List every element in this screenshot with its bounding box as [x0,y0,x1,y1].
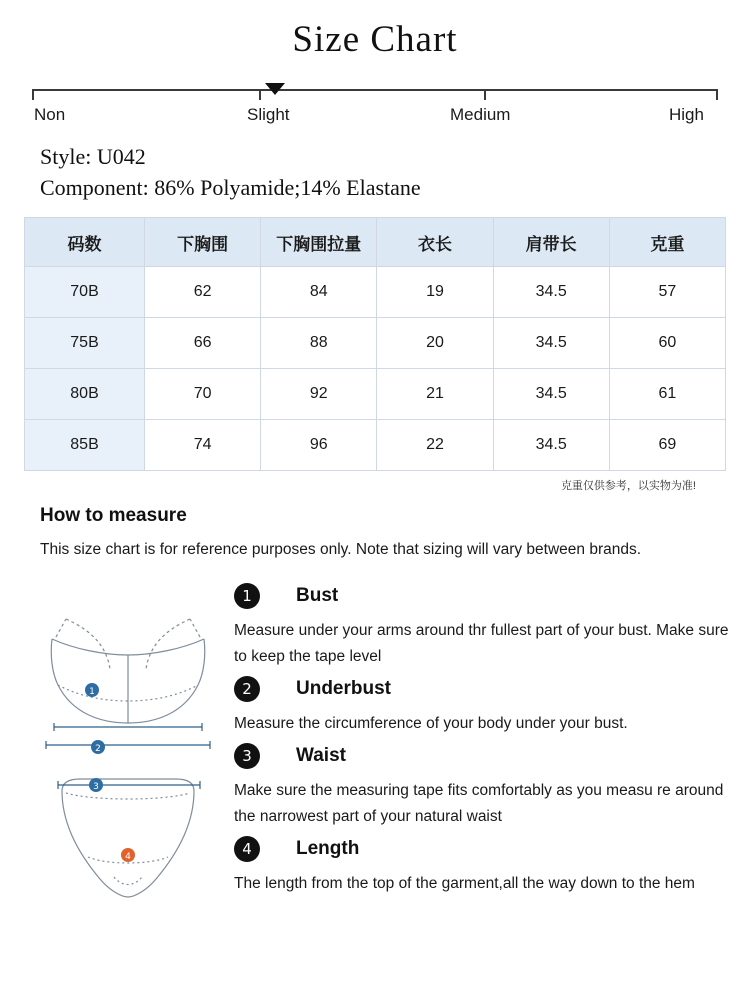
step-number-badge: 4 [234,836,260,862]
page-title: Size Chart [292,19,458,60]
cell-size: 75B [25,318,145,369]
col-header-length: 衣长 [377,218,493,267]
cell-strap-length: 34.5 [493,420,609,471]
step-title: Waist [296,745,346,766]
scale-line [32,89,718,91]
cell-length: 21 [377,369,493,420]
cell-size: 80B [25,369,145,420]
size-table [24,217,726,471]
table-row [25,267,726,318]
cell-underbust: 62 [145,267,261,318]
svg-text:4: 4 [125,852,131,862]
size-table-wrapper [24,217,726,493]
measure-step-length [234,836,732,897]
cell-weight: 57 [609,267,725,318]
product-meta [40,141,750,203]
cell-size: 70B [25,267,145,318]
scale-label-high: High [669,105,704,124]
step-title: Length [296,838,360,859]
step-text: The length from the top of the garment,all the way down to the hem [234,875,695,892]
stretch-scale [32,77,718,135]
step-number-badge: 2 [234,676,260,702]
cell-length: 19 [377,267,493,318]
table-row [25,318,726,369]
bra-diagram [46,619,210,749]
measure-steps [230,577,750,922]
cell-underbust: 70 [145,369,261,420]
garment-diagrams [28,577,228,917]
scale-tick-2 [259,89,261,100]
table-footnote: 克重仅供参考，以实物为准! [560,480,696,492]
table-row [25,420,726,471]
component-line: Component: 86% Polyamide;14% Elastane [40,175,421,200]
cell-weight: 60 [609,318,725,369]
step-text: Measure the circumference of your body under your bust. [234,715,628,732]
measure-step-underbust [234,676,732,737]
scale-marker-arrow-icon [265,83,285,95]
col-header-size: 码数 [25,218,145,267]
cell-underbust-stretch: 84 [261,267,377,318]
style-line: Style: U042 [40,144,146,169]
col-header-underbust-stretch: 下胸围拉量 [261,218,377,267]
table-row [25,369,726,420]
scale-tick-3 [484,89,486,100]
svg-text:1: 1 [89,687,95,697]
cell-underbust-stretch: 92 [261,369,377,420]
cell-underbust-stretch: 96 [261,420,377,471]
cell-weight: 61 [609,369,725,420]
scale-label-slight: Slight [247,105,290,124]
step-number-badge: 1 [234,583,260,609]
how-to-measure-description: This size chart is for reference purposes only. Note that sizing will vary between brands. [40,541,642,558]
measure-step-bust [234,583,732,670]
svg-text:2: 2 [95,744,101,754]
step-title: Underbust [296,678,391,699]
step-number-badge: 3 [234,743,260,769]
cell-weight: 69 [609,420,725,471]
cell-underbust-stretch: 88 [261,318,377,369]
cell-length: 20 [377,318,493,369]
panty-diagram [58,779,200,897]
cell-underbust: 74 [145,420,261,471]
step-text: Make sure the measuring tape fits comfortably as you measu re around the narrowest part of your natural waist [234,782,724,825]
scale-tick-1 [32,89,34,100]
measure-step-waist [234,743,732,830]
how-to-measure-heading: How to measure [40,505,187,526]
step-text: Measure under your arms around thr fullest part of your bust. Make sure to keep the tape level [234,622,729,665]
scale-label-non: Non [34,105,66,124]
cell-size: 85B [25,420,145,471]
scale-label-medium: Medium [450,105,511,124]
svg-text:3: 3 [93,782,99,792]
cell-strap-length: 34.5 [493,318,609,369]
col-header-underbust: 下胸围 [145,218,261,267]
cell-strap-length: 34.5 [493,267,609,318]
cell-strap-length: 34.5 [493,369,609,420]
table-header-row [25,218,726,267]
col-header-strap-length: 肩带长 [493,218,609,267]
measure-section [0,577,750,922]
col-header-weight: 克重 [609,218,725,267]
step-title: Bust [296,585,339,606]
scale-tick-4 [716,89,718,100]
cell-underbust: 66 [145,318,261,369]
measurement-figures [0,577,230,922]
cell-length: 22 [377,420,493,471]
